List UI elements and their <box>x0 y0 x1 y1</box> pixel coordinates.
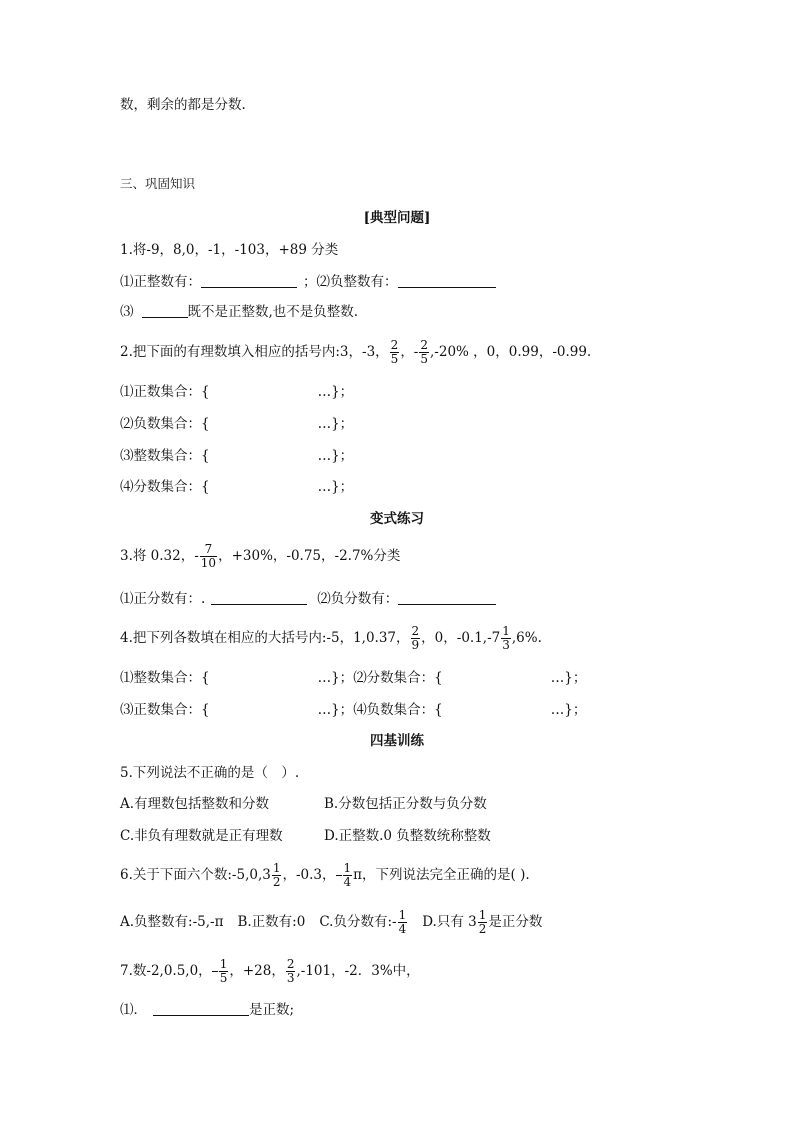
section-title <box>120 174 195 194</box>
q3-stem-b: ，+30%，-0.75，-2.7%分类 <box>218 548 401 564</box>
q4-f2-num: 1 <box>502 624 510 638</box>
q5-stem <box>120 763 299 783</box>
q2-set3-label: ⑶整数集合：{ <box>120 448 210 464</box>
q5-option-d[interactable] <box>324 826 491 846</box>
q7-p1-label: ⑴． <box>120 1002 147 1018</box>
q5-option-d-text: D.正整数.0 负整数统称整数 <box>324 828 491 844</box>
q1-part3-line <box>120 302 358 322</box>
typical-heading <box>0 208 794 228</box>
q4-f2-den: 3 <box>502 638 510 652</box>
q7-f1-den: 5 <box>219 971 228 985</box>
q4-stem-c: ,6%. <box>511 630 542 646</box>
q7-f1-num: 1 <box>219 957 228 971</box>
q1-p3-label: ⑶ <box>120 304 134 320</box>
q4-f1-den: 9 <box>411 638 420 652</box>
q4-f1-num: 2 <box>411 624 420 638</box>
q2-stem-b: ,-20% ，0，0.99，-0.99. <box>430 344 592 360</box>
q2-set4-label: ⑷分数集合：{ <box>120 479 210 495</box>
q7-minus-bar <box>212 971 218 972</box>
q2-set3 <box>120 446 353 466</box>
typical-heading-text: [典型问题] <box>363 210 431 226</box>
q7-p1-tail: 是正数; <box>249 1002 295 1018</box>
q7-f2-den: 3 <box>286 971 295 985</box>
intro-text: 数，剩余的都是分数. <box>120 97 246 113</box>
q4-stem-a: 4.把下列各数填在相应的大括号内:-5，1,0.37， <box>120 630 410 646</box>
q4-set4-label: ⑷负数集合：{ <box>353 702 443 718</box>
q2-set3-close: …}； <box>317 448 354 464</box>
q6-stem <box>120 860 530 890</box>
q6-optc-den: 4 <box>398 922 407 936</box>
basics-heading <box>0 731 794 751</box>
q1-stem-text: 1.将-9，8,0，-1，-103，+89 分类 <box>120 242 339 258</box>
q6-minus-bar <box>336 875 342 876</box>
q1-p3-blank[interactable] <box>142 303 188 318</box>
q6-fraction-2 <box>343 862 353 889</box>
q6-f2-den: 4 <box>343 875 352 889</box>
q7-stem-a: 7.数-2,0.5,0， <box>120 963 212 979</box>
q2-set2 <box>120 414 353 434</box>
q4-stem-b: ，0，-0.1,-7 <box>421 630 501 646</box>
q6-option-c[interactable] <box>319 908 408 936</box>
q6-stem-c: π，下列说法完全正确的是( ). <box>353 867 530 883</box>
q6-stem-a: 6.关于下面六个数:-5,0,3 <box>120 867 271 883</box>
intro-line <box>120 95 246 115</box>
q4-set3-close: …}； <box>317 702 354 718</box>
q5-option-a[interactable] <box>120 794 269 814</box>
q4-set3-label: ⑶正数集合：{ <box>120 702 210 718</box>
q3-p1-label: ⑴正分数有：. <box>120 591 206 607</box>
q2-set2-close: …}； <box>317 416 354 432</box>
q3-parts-line <box>120 589 496 609</box>
q1-p3-tail: 既不是正整数,也不是负整数. <box>187 304 359 320</box>
q6-option-d[interactable] <box>422 908 543 936</box>
q6-option-a[interactable]: A.负整数有:-5,-π <box>120 914 224 930</box>
q4-fraction-2 <box>501 625 511 652</box>
q3-fraction <box>200 543 217 570</box>
q6-fraction-1 <box>272 862 282 889</box>
q1-p1-label: ⑴正整数有： <box>120 274 201 290</box>
q5-stem-text: 5.下列说法不正确的是（ ）. <box>120 765 300 781</box>
q2-set1-label: ⑴正数集合：{ <box>120 384 210 400</box>
q2-f1-den: 5 <box>390 352 399 366</box>
q4-set2-close: …}； <box>550 670 587 686</box>
q7-fraction-2 <box>286 958 296 985</box>
q4-row1 <box>120 668 586 688</box>
q5-option-b[interactable] <box>324 794 487 814</box>
q7-stem <box>120 956 420 986</box>
q5-option-c[interactable] <box>120 826 283 846</box>
q4-row2 <box>120 700 586 720</box>
q7-part1 <box>120 1000 294 1020</box>
q6-option-c-fraction <box>398 909 408 936</box>
q1-p2-blank[interactable] <box>398 273 496 288</box>
q6-f1-den: 2 <box>272 875 281 889</box>
q4-set2-label: ⑵分数集合：{ <box>353 670 443 686</box>
q1-stem <box>120 240 338 260</box>
q3-p2-label: ⑵负分数有： <box>317 591 399 607</box>
q1-p1-blank[interactable] <box>201 273 297 288</box>
q2-stem <box>120 337 591 367</box>
q4-set1-close: …}； <box>317 670 354 686</box>
q2-fraction-2 <box>419 339 429 366</box>
q6-f1-num: 1 <box>272 861 281 875</box>
q6-optc-num: 1 <box>398 908 407 922</box>
q2-set2-label: ⑵负数集合：{ <box>120 416 210 432</box>
q1-p2-label: ⑵负整数有： <box>316 274 398 290</box>
q6-option-c-text: C.负分数有:- <box>319 914 397 930</box>
q7-stem-b: ，+28， <box>229 963 285 979</box>
q4-set4-close: …}； <box>550 702 587 718</box>
q2-set4 <box>120 477 353 497</box>
q3-p2-blank[interactable] <box>398 590 496 605</box>
q2-f1-num: 2 <box>390 338 399 352</box>
q1-sep: ； <box>303 274 317 290</box>
q6-option-b[interactable]: B.正数有:0 <box>237 914 306 930</box>
q7-p1-blank[interactable] <box>153 1001 249 1016</box>
q6-stem-b: ，-0.3， <box>282 867 336 883</box>
q3-stem <box>120 541 400 571</box>
q6-option-d-text: D.只有 3 <box>422 914 477 930</box>
q2-stem-a: 2.把下面的有理数填入相应的括号内:3，-3， <box>120 344 389 360</box>
q2-set4-close: …}； <box>317 479 354 495</box>
q7-stem-c: ,-101，-2．3%中， <box>296 963 420 979</box>
q2-mid: ，- <box>400 344 419 360</box>
q1-parts-line <box>120 272 496 292</box>
q3-stem-a: 3.将 0.32，- <box>120 548 199 564</box>
q2-fraction-1 <box>390 339 400 366</box>
q7-fraction-1 <box>219 958 229 985</box>
q6-options <box>120 907 542 937</box>
variant-heading <box>0 509 794 529</box>
q3-p1-blank[interactable] <box>211 590 307 605</box>
q6-optd-den: 2 <box>478 922 487 936</box>
q2-set1 <box>120 382 353 402</box>
q6-option-d-fraction <box>478 909 488 936</box>
q5-option-a-text: A.有理数包括整数和分数 <box>120 796 270 812</box>
q6-f2-num: 1 <box>343 861 352 875</box>
q4-fraction-1 <box>411 625 421 652</box>
variant-heading-text: 变式练习 <box>370 511 424 527</box>
q6-option-d-tail: 是正分数 <box>488 914 543 930</box>
q6-optd-num: 1 <box>478 908 487 922</box>
q2-set1-close: …}； <box>317 384 354 400</box>
q3-f-den: 10 <box>200 556 217 570</box>
q5-option-c-text: C.非负有理数就是正有理数 <box>120 828 283 844</box>
q4-set1-label: ⑴整数集合：{ <box>120 670 210 686</box>
q3-f-num: 7 <box>204 542 213 556</box>
basics-heading-text: 四基训练 <box>370 733 424 749</box>
section-title-text: 三、巩固知识 <box>120 176 196 191</box>
q7-f2-num: 2 <box>286 957 295 971</box>
q5-option-b-text: B.分数包括正分数与负分数 <box>324 796 487 812</box>
q2-f2-num: 2 <box>420 338 429 352</box>
q4-stem <box>120 623 542 653</box>
q2-f2-den: 5 <box>420 352 429 366</box>
